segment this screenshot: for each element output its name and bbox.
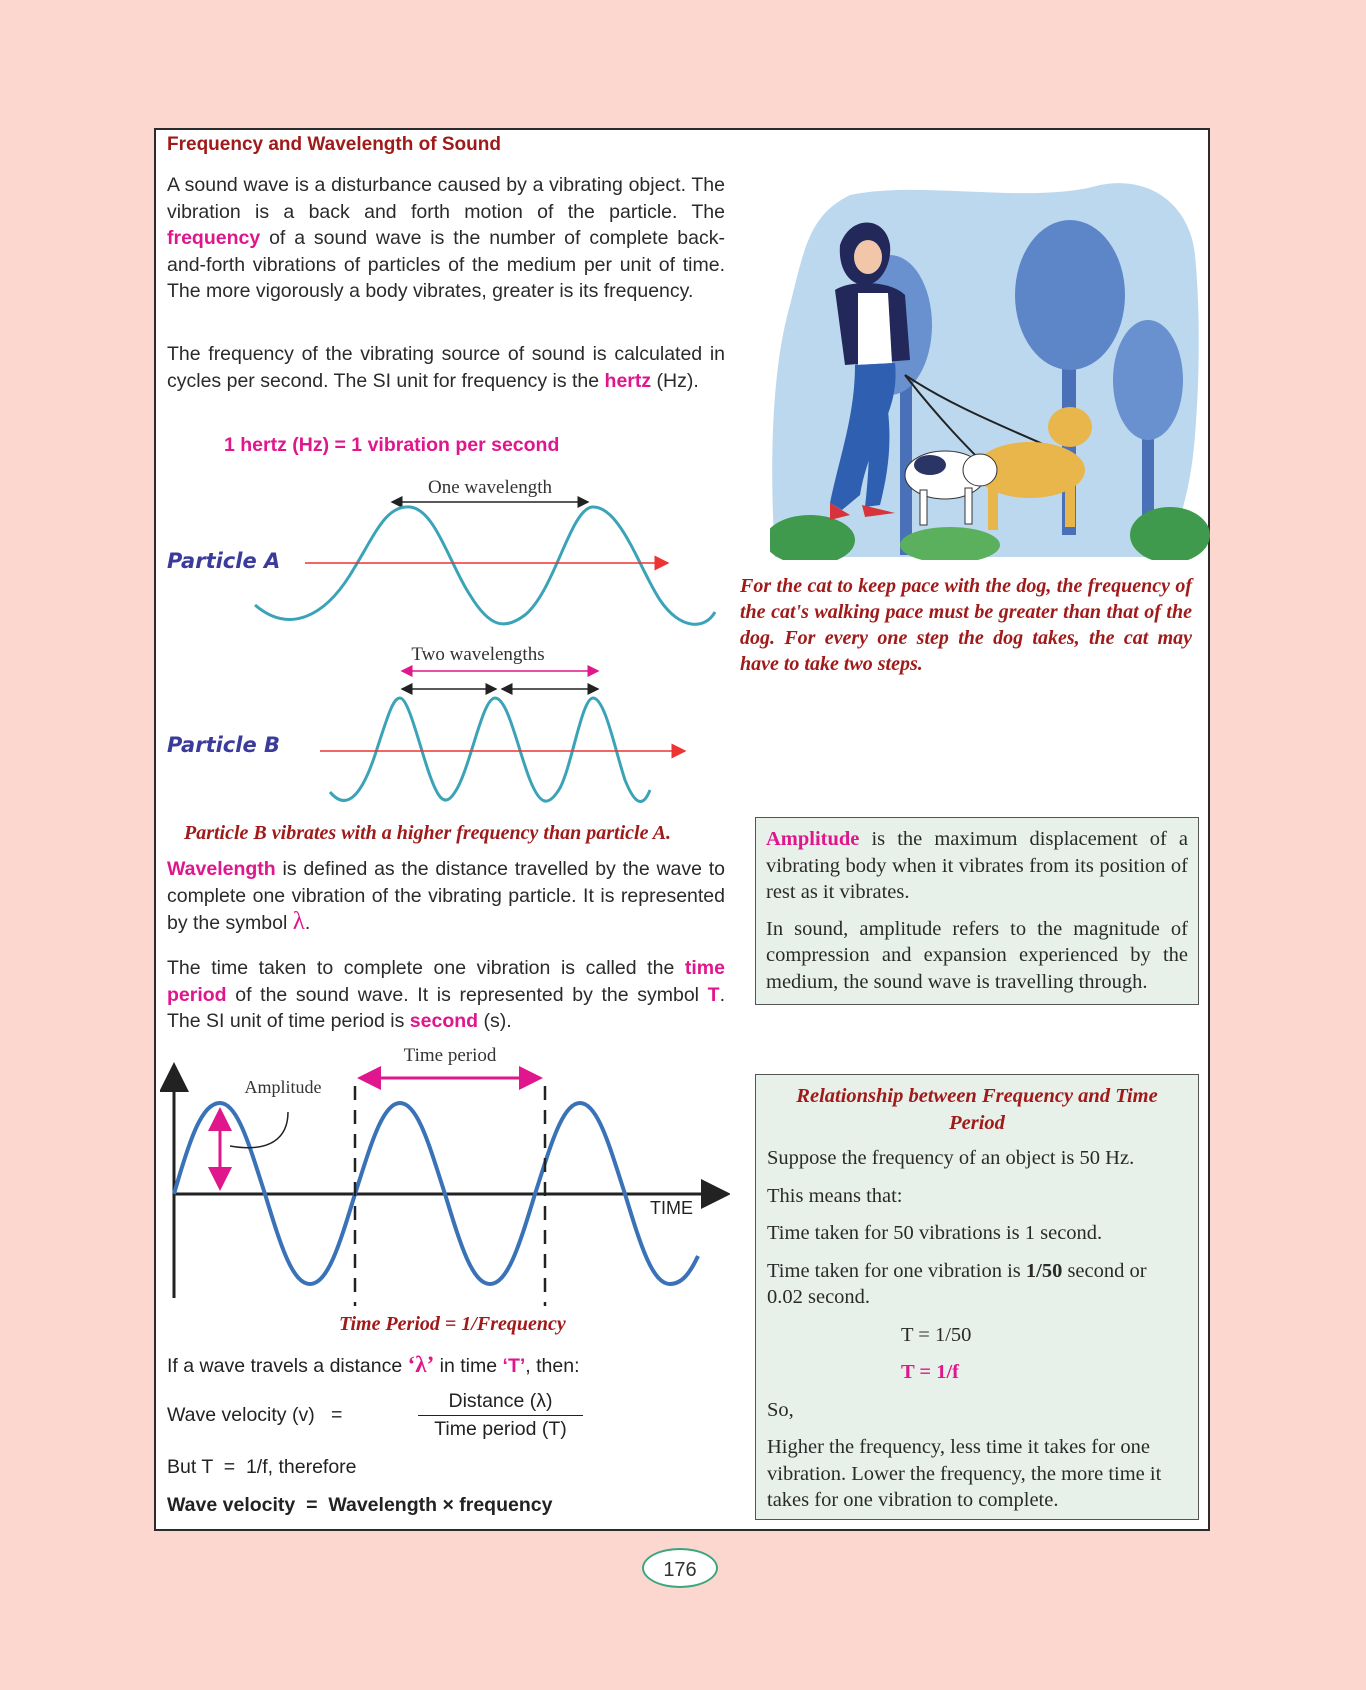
relationship-line: So, — [767, 1398, 794, 1421]
velocity-intro — [167, 1352, 580, 1378]
term-time-period: time period — [167, 957, 725, 1006]
page-number: 176 — [642, 1548, 718, 1588]
amplitude-text: is the maximum displacement of a vibrating body when it vibrates from its position of rest as it vibrates. — [766, 828, 1188, 903]
term-amplitude: Amplitude — [766, 828, 860, 850]
symbol-t: ‘T’ — [502, 1355, 526, 1377]
amplitude-definition — [766, 826, 1188, 906]
velocity-text: If a wave travels a distance — [167, 1355, 408, 1377]
intro-paragraph-2 — [167, 341, 725, 394]
amplitude-sound-text: In sound, amplitude refers to the magnitude of compression and expansion experienced by the medium, the sound wave is travelling through. — [766, 917, 1188, 993]
time-period-definition — [167, 955, 725, 1035]
woman-walking-pets-illustration — [770, 175, 1210, 560]
hertz-equation: 1 hertz (Hz) = 1 vibration per second — [224, 434, 560, 456]
velocity-fraction — [418, 1390, 583, 1441]
relationship-line: Suppose the frequency of an object is 50 Hz. — [767, 1147, 1135, 1169]
particle-b-label: Particle B — [167, 733, 281, 757]
velocity-text: in time — [434, 1355, 503, 1377]
tree-icon — [1113, 320, 1183, 440]
particle-b-wave — [330, 698, 650, 801]
tree-icon — [1015, 220, 1125, 370]
intro-text: A sound wave is a disturbance caused by a vibrating object. The vibration is a back and forth motion of the particle. The — [167, 174, 725, 223]
intro-paragraph-1 — [167, 172, 725, 305]
relationship-text: Time taken for one vibration is — [767, 1259, 1026, 1282]
particle-a-label: Particle A — [167, 549, 281, 573]
term-second: second — [409, 1010, 479, 1032]
wave-diagram-caption: Particle B vibrates with a higher frequency than particle A. — [184, 822, 672, 844]
definition-text: of the sound wave. It is represented by the symbol — [226, 983, 708, 1006]
amplitude-label: Amplitude — [244, 1077, 322, 1097]
velocity-lhs: Wave velocity (v) = — [167, 1404, 343, 1426]
particle-a-wave — [255, 507, 715, 624]
relationship-box — [755, 1074, 1199, 1520]
one-wavelength-label: One wavelength — [428, 477, 552, 498]
velocity-substitution: But T = 1/f, therefore — [167, 1456, 357, 1478]
time-axis-label: TIME — [650, 1198, 693, 1218]
lambda-symbol: ‘λ’ — [407, 1352, 435, 1377]
symbol-t: T — [707, 983, 720, 1006]
relationship-line: This means that: — [767, 1184, 903, 1207]
term-wavelength: Wavelength — [167, 858, 276, 880]
intro-text: (Hz). — [651, 369, 699, 392]
fraction-numerator: Distance (λ) — [418, 1390, 583, 1416]
wavelength-definition — [167, 856, 725, 937]
definition-text: The time taken to complete one vibration is called the — [167, 957, 685, 979]
time-period-label: Time period — [403, 1045, 497, 1066]
relationship-text: second or 0.02 second. — [767, 1259, 1147, 1308]
definition-text: . — [304, 912, 311, 934]
relationship-title: Relationship between Frequency and Time Period — [796, 1085, 1158, 1134]
relationship-line — [767, 1258, 1187, 1311]
illustration-caption: For the cat to keep pace with the dog, the frequency of the cat's walking pace must be greater than that of the dog. For every one step the dog takes, the cat may have to take two steps. — [740, 575, 1192, 675]
definition-text: . The SI unit of time period is — [167, 983, 725, 1032]
definition-text: (s). — [478, 1010, 512, 1032]
velocity-formula: Wave velocity = Wavelength × frequency — [167, 1494, 553, 1516]
intro-text: of a sound wave is the number of complete back-and-forth vibrations of particles of the medium per unit of time. The more vigorously a body vibrates, greater is its frequency. — [167, 227, 725, 302]
term-frequency: frequency — [167, 227, 261, 249]
section-heading: Frequency and Wavelength of Sound — [167, 134, 501, 155]
definition-text: is defined as the distance travelled by the wave to complete one vibration of the vibrating particle. It is represented by the symbol — [167, 858, 725, 934]
relationship-line: Time taken for 50 vibrations is 1 second. — [767, 1222, 1103, 1244]
lambda-symbol: λ — [292, 908, 305, 935]
term-hertz: hertz — [604, 369, 652, 392]
intro-text: The frequency of the vibrating source of sound is calculated in cycles per second. The SI unit for frequency is the — [167, 343, 725, 392]
velocity-text: , then: — [525, 1355, 580, 1377]
relationship-conclusion: Higher the frequency, less time it takes for one vibration. Lower the frequency, the more time it takes for one vibration to complete. — [767, 1436, 1162, 1511]
relationship-equation-2: T = 1/f — [901, 1361, 960, 1383]
wave-frequency-diagram — [160, 470, 720, 830]
fraction-denominator: Time period (T) — [434, 1418, 567, 1440]
relationship-equation-1: T = 1/50 — [901, 1323, 972, 1346]
time-period-graph — [160, 1038, 730, 1318]
amplitude-box — [755, 817, 1199, 1005]
time-graph-caption: Time Period = 1/Frequency — [339, 1313, 566, 1335]
relationship-fraction: 1/50 — [1025, 1259, 1063, 1282]
two-wavelengths-label: Two wavelengths — [411, 644, 545, 665]
